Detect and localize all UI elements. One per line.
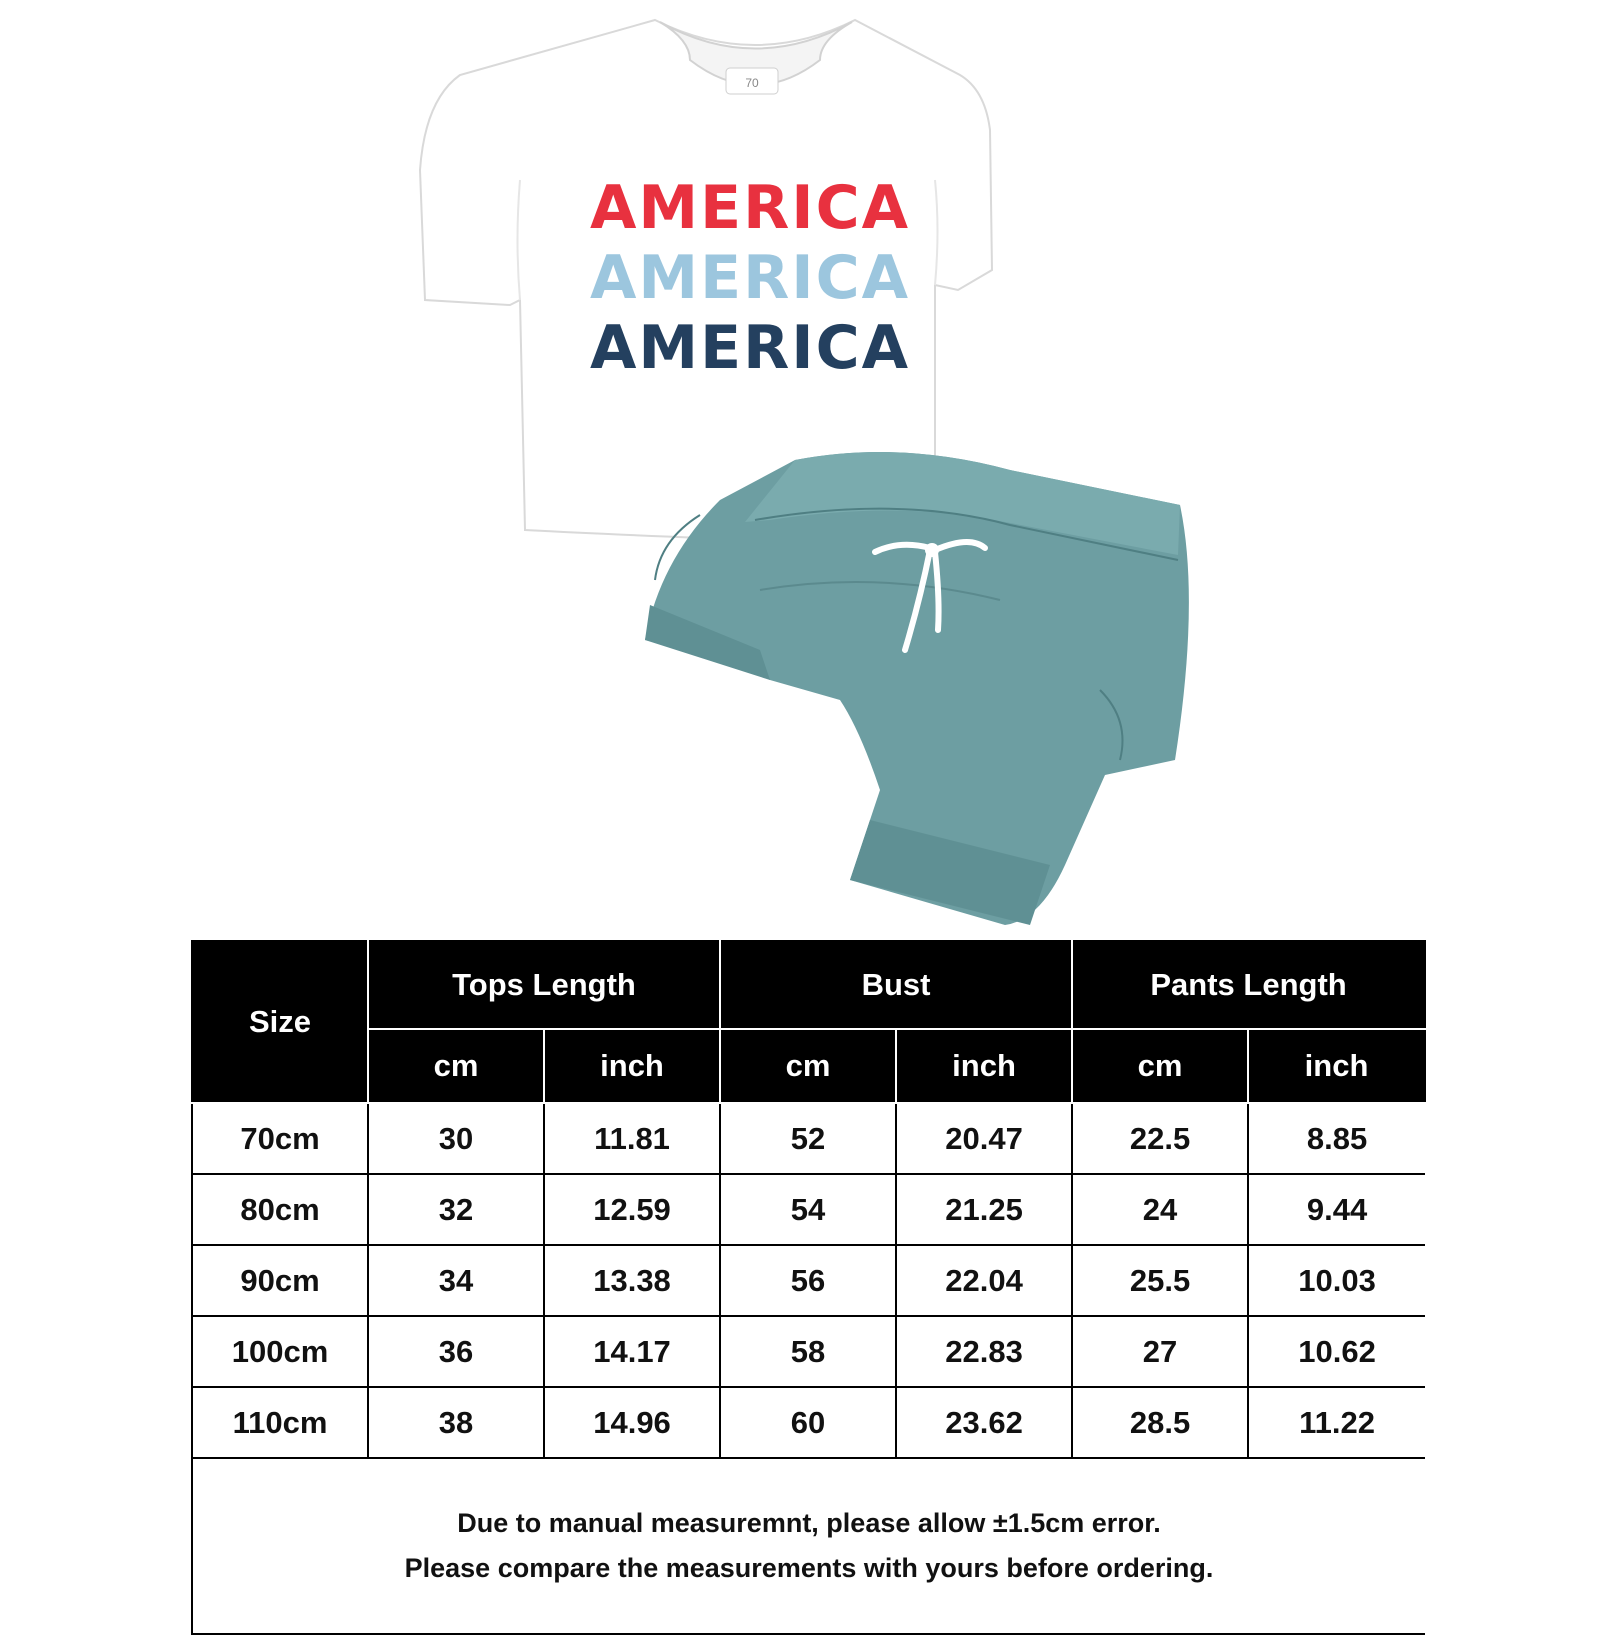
note-line: Due to manual measuremnt, please allow ±1.5cm error. [457,1508,1161,1538]
table-cell: 36 [368,1316,544,1387]
unit-header-row [192,1029,1425,1103]
unit-header: inch [896,1029,1072,1103]
measurement-note [192,1458,1425,1634]
size-cell: 80cm [192,1174,368,1245]
table-cell: 14.96 [544,1387,720,1458]
table-cell: 27 [1072,1316,1248,1387]
table-cell: 52 [720,1103,896,1174]
table-cell: 34 [368,1245,544,1316]
size-header: Size [192,941,368,1103]
shorts [645,452,1189,925]
size-cell: 110cm [192,1387,368,1458]
table-cell: 22.83 [896,1316,1072,1387]
shirt-word-light-blue: AMERICA [589,243,911,313]
table-cell: 20.47 [896,1103,1072,1174]
unit-header: inch [544,1029,720,1103]
table-cell: 14.17 [544,1316,720,1387]
size-tag-label: 70 [745,76,759,90]
table-row [192,1245,1425,1316]
shirt-word-navy: AMERICA [589,313,911,383]
table-row [192,1387,1425,1458]
size-chart-table [191,940,1426,1635]
shirt-word-red: AMERICA [589,173,911,243]
table-row [192,1174,1425,1245]
group-header-row [192,941,1425,1029]
unit-header: cm [720,1029,896,1103]
note-line: Please compare the measurements with yours before ordering. [404,1553,1214,1583]
table-cell: 22.04 [896,1245,1072,1316]
unit-header: cm [368,1029,544,1103]
table-cell: 24 [1072,1174,1248,1245]
size-cell: 90cm [192,1245,368,1316]
size-cell: 100cm [192,1316,368,1387]
tops-length-header: Tops Length [368,941,720,1029]
table-cell: 8.85 [1248,1103,1425,1174]
table-cell: 32 [368,1174,544,1245]
pants-length-header: Pants Length [1072,941,1425,1029]
size-cell: 70cm [192,1103,368,1174]
note-row [192,1458,1425,1634]
table-cell: 54 [720,1174,896,1245]
table-cell: 10.62 [1248,1316,1425,1387]
table-cell: 30 [368,1103,544,1174]
table-cell: 9.44 [1248,1174,1425,1245]
table-row [192,1316,1425,1387]
table-cell: 25.5 [1072,1245,1248,1316]
table-cell: 12.59 [544,1174,720,1245]
table-cell: 22.5 [1072,1103,1248,1174]
table-cell: 28.5 [1072,1387,1248,1458]
table-row [192,1103,1425,1174]
bust-header: Bust [720,941,1072,1029]
table-cell: 58 [720,1316,896,1387]
table-cell: 10.03 [1248,1245,1425,1316]
unit-header: inch [1248,1029,1425,1103]
table-cell: 38 [368,1387,544,1458]
table-cell: 23.62 [896,1387,1072,1458]
table-cell: 21.25 [896,1174,1072,1245]
table-cell: 11.81 [544,1103,720,1174]
table-cell: 11.22 [1248,1387,1425,1458]
unit-header: cm [1072,1029,1248,1103]
table-cell: 13.38 [544,1245,720,1316]
table-cell: 56 [720,1245,896,1316]
table-cell: 60 [720,1387,896,1458]
